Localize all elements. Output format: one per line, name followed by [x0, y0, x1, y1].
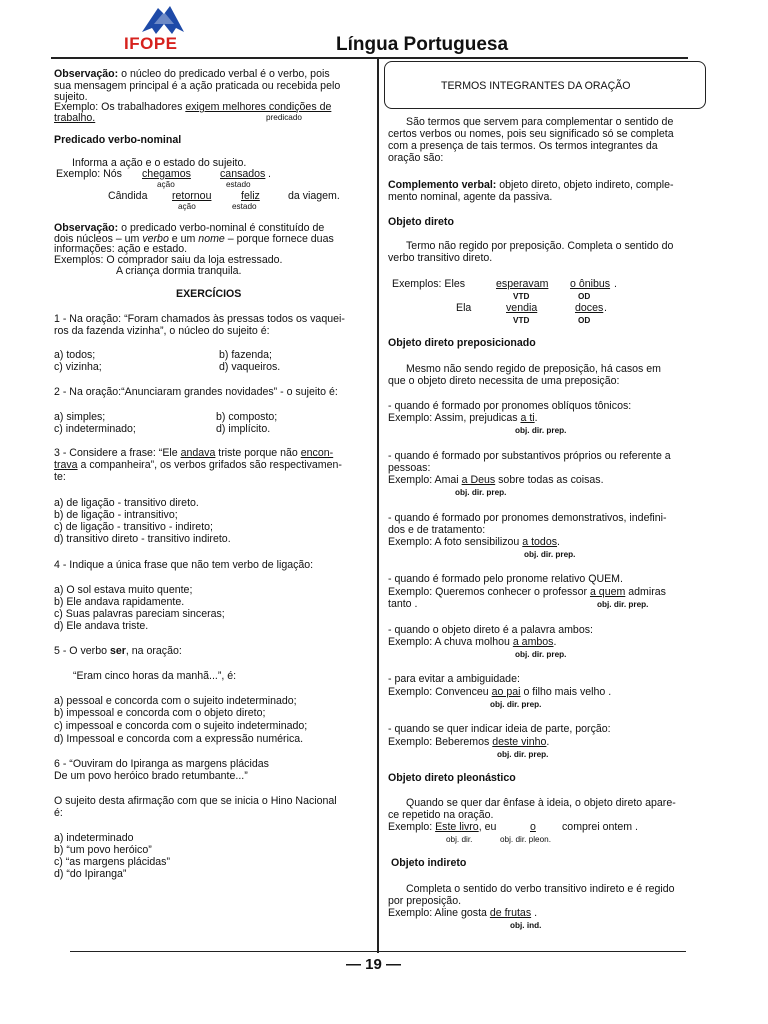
- q1-line1: 1 - Na oração: “Foram chamados às pressas todos os vaquei-: [54, 313, 345, 325]
- od-ex2-verb: vendia: [506, 302, 538, 314]
- q2-option-a: a) simples;: [54, 411, 106, 423]
- q1-option-d: d) vaqueiros.: [219, 361, 281, 373]
- odp-title: Objeto direto preposicionado: [388, 337, 536, 349]
- q6-option-d: d) “do Ipiranga”: [54, 868, 127, 880]
- footer-rule: [70, 951, 686, 952]
- q5-option-a: a) pessoal e concorda com o sujeito indeterminado;: [54, 695, 297, 707]
- pvn-ex2-subject: Cândida: [108, 190, 148, 202]
- intro-line4: oração são:: [388, 152, 444, 164]
- q1-option-c: c) vizinha;: [54, 361, 102, 373]
- case3-example: Exemplo: A foto sensibilizou a todos.: [388, 536, 560, 548]
- case5-example: Exemplo: A chuva molhou a ambos.: [388, 636, 557, 648]
- obs2-line1: Observação: o predicado verbo-nominal é constituído de: [54, 222, 325, 234]
- pvn-tag2: estado: [226, 180, 251, 189]
- ex1-tag: predicado: [266, 113, 302, 122]
- q5-option-d: d) Impessoal e concorda com a expressão numérica.: [54, 733, 304, 745]
- od-tag-vtd2: VTD: [513, 316, 530, 325]
- odpl-tag1: obj. dir.: [446, 835, 473, 844]
- case7-example: Exemplo: Beberemos deste vinho.: [388, 736, 550, 748]
- od-line1: Termo não regido por preposição. Completa o sentido do: [406, 240, 674, 252]
- od-ex-object: o ônibus: [570, 278, 611, 290]
- pvn-ex2-word1: retornou: [172, 190, 212, 202]
- q6-option-b: b) “um povo heróico”: [54, 844, 152, 856]
- case1-example: Exemplo: Assim, prejudicas a ti.: [388, 412, 538, 424]
- odp-line1: Mesmo não sendo regido de preposição, há casos em: [406, 363, 661, 375]
- obs1-line3: sujeito.: [54, 91, 88, 103]
- case5-tag: obj. dir. prep.: [515, 650, 567, 659]
- pvn-text: Informa a ação e o estado do sujeito.: [72, 157, 247, 169]
- od-ex2-dot: .: [604, 302, 607, 314]
- od-tag-od2: OD: [578, 316, 591, 325]
- case6-line1: - para evitar a ambiguidade:: [388, 673, 520, 685]
- case7-tag: obj. dir. prep.: [497, 750, 549, 759]
- cv-line2: mento nominal, agente da passiva.: [388, 191, 553, 203]
- q2-line1: 2 - Na oração:“Anunciaram grandes novidades” - o sujeito é:: [54, 386, 338, 398]
- pvn-ex2-word2: feliz: [241, 190, 260, 202]
- oi-line1: Completa o sentido do verbo transitivo indireto e é regido: [406, 883, 675, 895]
- case2-line2: pessoas:: [388, 462, 431, 474]
- page-number: — 19 —: [346, 956, 402, 973]
- q2-option-d: d) implícito.: [216, 423, 271, 435]
- q4-option-b: b) Ele andava rapidamente.: [54, 596, 185, 608]
- case3-line1: - quando é formado por pronomes demonstrativos, indefini-: [388, 512, 667, 524]
- section-title: TERMOS INTEGRANTES DA ORAÇÃO: [441, 80, 631, 92]
- oi-title: Objeto indireto: [391, 857, 467, 869]
- q1-option-a: a) todos;: [54, 349, 96, 361]
- q1-line2: ros da fazenda vizinha”, o núcleo do sujeito é:: [54, 325, 270, 337]
- case4-example-line2: tanto .: [388, 598, 418, 610]
- obs2-line3: informações: ação e estado.: [54, 243, 188, 255]
- q6-option-c: c) “as margens plácidas”: [54, 856, 170, 868]
- page-title: Língua Portuguesa: [336, 34, 509, 55]
- case2-tag: obj. dir. prep.: [455, 488, 507, 497]
- pvn-ex-word1: chegamos: [142, 168, 191, 180]
- od-ex2-subject: Ela: [456, 302, 472, 314]
- od-tag-od1: OD: [578, 292, 591, 301]
- case1-line1: - quando é formado por pronomes oblíquos tônicos:: [388, 400, 632, 412]
- q6-line4: é:: [54, 807, 63, 819]
- obs2-line5: A criança dormia tranquila.: [116, 265, 242, 277]
- od-ex-dot: .: [614, 278, 617, 290]
- odpl-example-end: comprei ontem .: [562, 821, 638, 833]
- q1-option-b: b) fazenda;: [219, 349, 273, 361]
- logo-text: IFOPE: [124, 34, 178, 53]
- od-ex2-object: doces: [575, 302, 604, 314]
- q4-option-c: c) Suas palavras pareciam sinceras;: [54, 608, 225, 620]
- od-title: Objeto direto: [388, 216, 454, 228]
- obs2-line2: dois núcleos – um verbo e um nome – porque fornece duas: [54, 233, 334, 245]
- pvn-tag1: ação: [157, 180, 175, 189]
- intro-line3: com a presença de tais termos. Os termos integrantes da: [388, 140, 658, 152]
- header-rule: [51, 57, 688, 59]
- q6-line1: 6 - “Ouviram do Ipiranga as margens plácidas: [54, 758, 269, 770]
- case1-tag: obj. dir. prep.: [515, 426, 567, 435]
- q3-option-a: a) de ligação - transitivo direto.: [54, 497, 199, 509]
- case4-tag: obj. dir. prep.: [597, 600, 649, 609]
- od-tag-vtd1: VTD: [513, 292, 530, 301]
- q2-option-b: b) composto;: [216, 411, 278, 423]
- odpl-tag2: obj. dir. pleon.: [500, 835, 551, 844]
- q5-option-c: c) impessoal e concorda com o sujeito indeterminado;: [54, 720, 308, 732]
- intro-line2: certos verbos ou nomes, pois seu significado só se completa: [388, 128, 674, 140]
- obs1-line2: sua mensagem principal é a ação praticada ou recebida pelo: [54, 80, 341, 92]
- obs1-line1: Observação: o núcleo do predicado verbal é o verbo, pois: [54, 68, 330, 80]
- pvn-ex2-end: da viagem.: [288, 190, 340, 202]
- q3-line2: trava a companheira”, os verbos grifados são respectivamen-: [54, 459, 342, 471]
- case5-line1: - quando o objeto direto é a palavra ambos:: [388, 624, 593, 636]
- od-line2: verbo transitivo direto.: [388, 252, 493, 264]
- q5-option-b: b) impessoal e concorda com o objeto direto;: [54, 707, 266, 719]
- case2-line1: - quando é formado por substantivos próprios ou referente a: [388, 450, 671, 462]
- odpl-example-pronoun: o: [530, 821, 536, 833]
- q3-option-d: d) transitivo direto - transitivo indireto.: [54, 533, 231, 545]
- oi-example: Exemplo: Aline gosta de frutas .: [388, 907, 538, 919]
- q4-option-a: a) O sol estava muito quente;: [54, 584, 193, 596]
- od-ex-verb: esperavam: [496, 278, 549, 290]
- q3-line1: 3 - Considere a frase: “Ele andava triste porque não encon-: [54, 447, 334, 459]
- q6-option-a: a) indeterminado: [54, 832, 134, 844]
- q3-option-c: c) de ligação - transitivo - indireto;: [54, 521, 213, 533]
- pvn-ex-label: Exemplo: Nós: [56, 168, 122, 180]
- pvn-title: Predicado verbo-nominal: [54, 134, 182, 146]
- ex1-line2: trabalho.: [54, 112, 96, 124]
- obs2-line4: Exemplos: O comprador saiu da loja estressado.: [54, 254, 283, 266]
- ex1-line1: Exemplo: Os trabalhadores exigem melhores condições de: [54, 101, 332, 113]
- q4-option-d: d) Ele andava triste.: [54, 620, 149, 632]
- intro-line1: São termos que servem para complementar o sentido de: [406, 116, 674, 128]
- odp-line2: que o objeto direto necessita de uma preposição:: [388, 375, 620, 387]
- case6-tag: obj. dir. prep.: [490, 700, 542, 709]
- oi-tag: obj. ind.: [510, 921, 542, 930]
- odpl-title: Objeto direto pleonástico: [388, 772, 516, 784]
- pvn-ex2-tag1: ação: [178, 202, 196, 211]
- odpl-line2: ce repetido na oração.: [388, 809, 494, 821]
- case7-line1: - quando se quer indicar ideia de parte, porção:: [388, 723, 611, 735]
- q4-line1: 4 - Indique a única frase que não tem verbo de ligação:: [54, 559, 314, 571]
- cv-line1: Complemento verbal: objeto direto, objeto indireto, comple-: [388, 179, 674, 191]
- case3-tag: obj. dir. prep.: [524, 550, 576, 559]
- q6-line3: O sujeito desta afirmação com que se inicia o Hino Nacional: [54, 795, 337, 807]
- od-ex-label: Exemplos: Eles: [392, 278, 466, 290]
- column-divider: [377, 58, 379, 953]
- case3-line2: dos e de tratamento:: [388, 524, 486, 536]
- exercises-title: EXERCÍCIOS: [176, 288, 242, 300]
- odpl-line1: Quando se quer dar ênfase à ideia, o objeto direto apare-: [406, 797, 676, 809]
- pvn-ex-word2: cansados: [220, 168, 266, 180]
- q5-line1: 5 - O verbo ser, na oração:: [54, 645, 182, 657]
- pvn-ex-dot: .: [268, 168, 271, 180]
- q5-quote: “Eram cinco horas da manhã...”, é:: [73, 670, 237, 682]
- q3-line3: te:: [54, 471, 66, 483]
- q2-option-c: c) indeterminado;: [54, 423, 136, 435]
- q3-option-b: b) de ligação - intransitivo;: [54, 509, 178, 521]
- odpl-example: Exemplo: Este livro, eu: [388, 821, 497, 833]
- case2-example: Exemplo: Amai a Deus sobre todas as coisas.: [388, 474, 604, 486]
- case6-example: Exemplo: Convenceu ao pai o filho mais velho .: [388, 686, 612, 698]
- case4-line1: - quando é formado pelo pronome relativo QUEM.: [388, 573, 623, 585]
- pvn-ex2-tag2: estado: [232, 202, 257, 211]
- oi-line2: por preposição.: [388, 895, 462, 907]
- case4-example: Exemplo: Queremos conhecer o professor a quem admiras: [388, 586, 666, 598]
- q6-line2: De um povo heróico brado retumbante...”: [54, 770, 248, 782]
